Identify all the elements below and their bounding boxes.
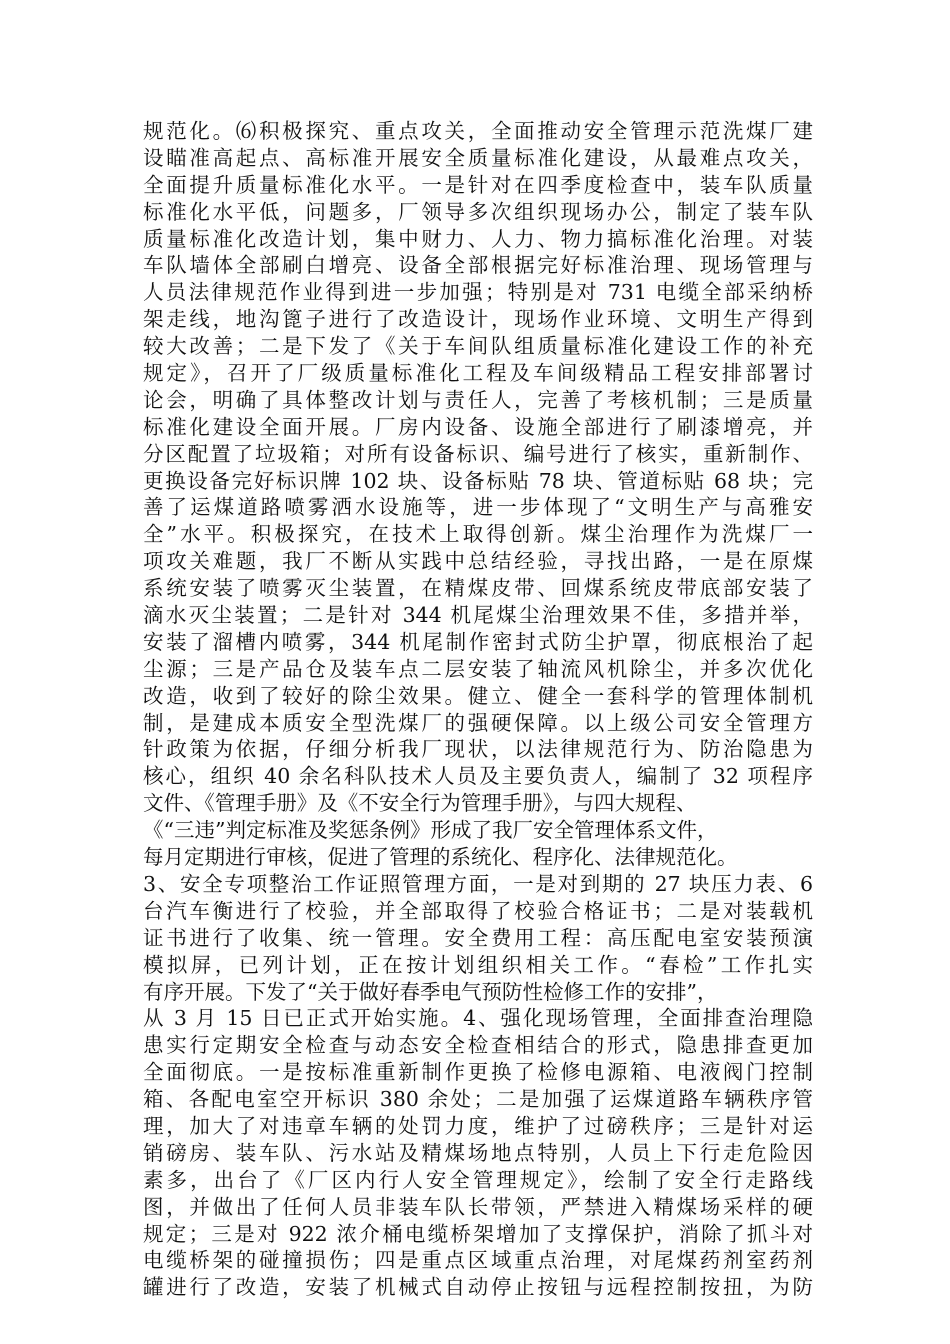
- text-line: 图，并做出了任何人员非装车队长带领，严禁进入精煤场采样的硬: [143, 1194, 813, 1219]
- text-line: 3、安全专项整治工作证照管理方面，一是对到期的 27 块压力表、6: [143, 871, 813, 896]
- text-line: 改造，收到了较好的除尘效果。健立、健全一套科学的管理体制机: [143, 683, 813, 708]
- text-line: 人员法律规范作业得到进一步加强；特别是对 731 电缆全部采纳桥: [143, 280, 813, 305]
- text-line: 规定》，召开了厂级质量标准化工程及车间级精品工程安排部署讨: [143, 361, 813, 386]
- text-line: 销磅房、装车队、污水站及精煤场地点特别，人员上下行走危险因: [143, 1140, 813, 1165]
- text-line: 台汽车衡进行了校验，并全部取得了校验合格证书；二是对装载机: [143, 898, 813, 923]
- text-line: 罐进行了改造，安装了机械式自动停止按钮与远程控制按扭，为防: [143, 1275, 813, 1300]
- text-line: 核心，组织 40 余名科队技术人员及主要负责人，编制了 32 项程序: [143, 764, 813, 789]
- text-line: 每月定期进行审核，促进了管理的系统化、程序化、法律规范化。: [143, 845, 738, 870]
- text-line: 全面提升质量标准化水平。一是针对在四季度检查中，装车队质量: [143, 172, 813, 197]
- text-line: 车队墙体全部刷白增亮、设备全部根据完好标准治理、现场管理与: [143, 253, 813, 278]
- text-line: 设瞄准高起点、高标准开展安全质量标准化建设，从最难点攻关，: [143, 145, 813, 170]
- text-line: 架走线，地沟篦子进行了改造设计，现场作业环境、文明生产得到: [143, 307, 813, 332]
- text-line: 规定；三是对 922 浓介桶电缆桥架增加了支撑保护，消除了抓斗对: [143, 1221, 813, 1246]
- text-line: 安装了溜槽内喷雾，344 机尾制作密封式防尘护罩，彻底根治了起: [143, 629, 813, 654]
- text-line: 尘源；三是产品仓及装车点二层安装了轴流风机除尘，并多次优化: [143, 656, 813, 681]
- text-line: 全面彻底。一是按标准重新制作更换了检修电源箱、电液阀门控制: [143, 1060, 813, 1085]
- text-line: 质量标准化改造计划，集中财力、人力、物力搞标准化治理。对装: [143, 226, 813, 251]
- text-line: 分区配置了垃圾箱；对所有设备标识、编号进行了核实，重新制作、: [143, 441, 813, 466]
- text-line: 规范化。⑹积极探究、重点攻关，全面推动安全管理示范洗煤厂建: [143, 119, 813, 143]
- body-text: [143, 118, 813, 1301]
- text-line: 项攻关难题，我厂不断从实践中总结经验，寻找出路，一是在原煤: [143, 549, 813, 574]
- text-line: 模拟屏，已列计划，正在按计划组织相关工作。“春检”工作扎实: [143, 952, 813, 977]
- text-line: 系统安装了喷雾灭尘装置，在精煤皮带、回煤系统皮带底部安装了: [143, 576, 813, 601]
- text-line: 证书进行了收集、统一管理。安全费用工程：高压配电室安装预演: [143, 925, 813, 950]
- text-line: 标准化建设全面开展。厂房内设备、设施全部进行了刷漆增亮，并: [143, 414, 813, 439]
- text-line: 文件、《管理手册》及《不安全行为管理手册》，与四大规程、: [143, 791, 697, 816]
- text-line: 患实行定期安全检查与动态安全检查相结合的形式，隐患排查更加: [143, 1033, 813, 1058]
- text-line: 素多，出台了《厂区内行人安全管理规定》，绘制了安全行走路线: [143, 1167, 813, 1192]
- text-line: 有序开展。下发了“关于做好春季电气预防性检修工作的安排”，: [143, 979, 718, 1004]
- text-line: 《“三违”判定标准及奖惩条例》形成了我厂安全管理体系文件，: [143, 818, 718, 843]
- text-line: 制，是建成本质安全型洗煤厂的强硬保障。以上级公司安全管理方: [143, 710, 813, 735]
- text-line: 更换设备完好标识牌 102 块、设备标贴 78 块、管道标贴 68 块；完: [143, 468, 813, 493]
- text-line: 针政策为依据，仔细分析我厂现状，以法律规范行为、防治隐患为: [143, 737, 813, 762]
- text-line: 全”水平。积极探究，在技术上取得创新。煤尘治理作为洗煤厂一: [143, 522, 813, 547]
- text-line: 论会，明确了具体整改计划与责任人，完善了考核机制；三是质量: [143, 387, 813, 412]
- text-line: 善了运煤道路喷雾洒水设施等，进一步体现了“文明生产与高雅安: [143, 495, 813, 520]
- text-line: 标准化水平低，问题多，厂领导多次组织现场办公，制定了装车队: [143, 199, 813, 224]
- text-line: 箱、各配电室空开标识 380 余处；二是加强了运煤道路车辆秩序管: [143, 1087, 813, 1112]
- text-line: 电缆桥架的碰撞损伤；四是重点区域重点治理，对尾煤药剂室药剂: [143, 1248, 813, 1273]
- text-line: 较大改善；二是下发了《关于车间队组质量标准化建设工作的补充: [143, 334, 813, 359]
- text-line: 从 3 月 15 日已正式开始实施。4、强化现场管理，全面排查治理隐: [143, 1006, 813, 1031]
- text-line: 滴水灭尘装置；二是针对 344 机尾煤尘治理效果不佳，多措并举，: [143, 603, 813, 628]
- text-line: 理，加大了对违章车辆的处罚力度，维护了过磅秩序；三是针对运: [143, 1113, 813, 1138]
